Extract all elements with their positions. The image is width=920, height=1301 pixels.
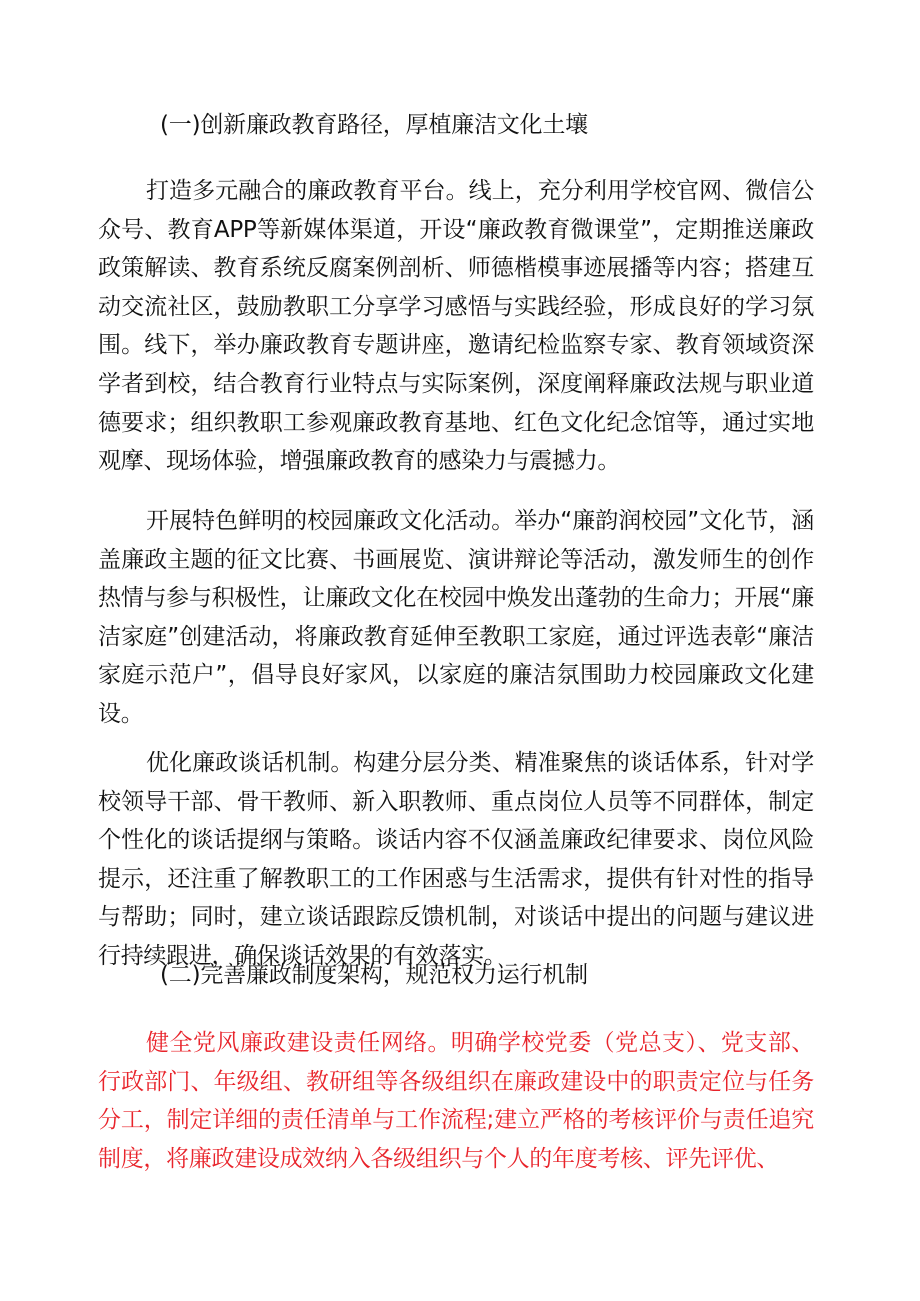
paragraph-culture-activities: 开展特色鲜明的校园廉政文化活动。举办“廉韵润校园”文化节，涵盖廉政主题的征文比赛、书画展览、演讲辩论等活动，激发师生的创作热情与参与积极性，让廉政文化在校园中焕发出蓬勃的生命力；开展“廉洁家庭”创建活动，将廉政教育延伸至教职工家庭，通过评选表彰“廉洁家庭示范户”，倡导良好家风，以家庭的廉洁氛围助力校园廉政文化建设。 xyxy=(98,508,814,727)
section-heading-1: (一)创新廉政教育路径，厚植廉洁文化土壤 xyxy=(160,112,588,138)
paragraph-responsibility-network: 健全党风廉政建设责任网络。明确学校党委（党总支）、党支部、行政部门、年级组、教研组等各级组织在廉政建设中的职责定位与任务分工，制定详细的责任清单与工作流程;建立严格的考核评价与责任追究制度，将廉政建设成效纳入各级组织与个人的年度考核、评先评优、 xyxy=(98,1030,814,1172)
paragraph-education-platform: 打造多元融合的廉政教育平台。线上，充分利用学校官网、微信公众号、教育APP等新媒体渠道，开设“廉政教育微课堂”，定期推送廉政政策解读、教育系统反腐案例剖析、师德楷模事迹展播等内容；搭建互动交流社区，鼓励教职工分享学习感悟与实践经验，形成良好的学习氛围。线下，举办廉政教育专题讲座，邀请纪检监察专家、教育领域资深学者到校，结合教育行业特点与实际案例，深度阐释廉政法规与职业道德要求；组织教职工参观廉政教育基地、红色文化纪念馆等，通过实地观摩、现场体验，增强廉政教育的感染力与震撼力。 xyxy=(98,178,814,475)
paragraph-talk-mechanism: 优化廉政谈话机制。构建分层分类、精准聚焦的谈话体系，针对学校领导干部、骨干教师、新入职教师、重点岗位人员等不同群体，制定个性化的谈话提纲与策略。谈话内容不仅涵盖廉政纪律要求、岗位风险提示，还注重了解教职工的工作困惑与生活需求，提供有针对性的指导与帮助；同时，建立谈话跟踪反馈机制，对谈话中提出的问题与建议进行持续跟进，确保谈话效果的有效落实。 xyxy=(98,750,814,969)
section-heading-2: (二)完善廉政制度架构，规范权力运行机制 xyxy=(160,962,588,988)
